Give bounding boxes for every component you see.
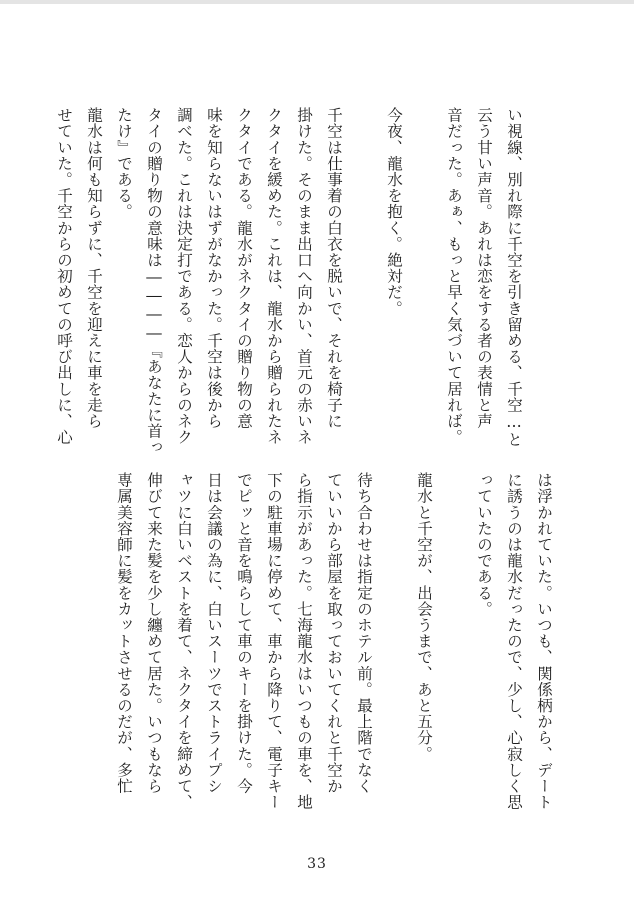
lower-column-3: っていたのである。	[475, 472, 493, 617]
lower-column-10: 下の駐車場に停めて、車から降りて、電子キー	[265, 472, 283, 811]
top-edge-rule	[0, 0, 634, 4]
upper-column-2: 云う甘い声音。あれは恋をする者の表情と声	[475, 107, 493, 429]
upper-column-8: 掛けた。そのまま出口へ向かい、首元の赤いネ	[295, 107, 313, 446]
upper-column-1: い視線、別れ際に千空を引き留める、千空…と	[505, 107, 523, 448]
upper-column-12: 調べた。これは決定打である。恋人からのネク	[175, 107, 193, 446]
upper-column-10: クタイである。龍水がネクタイの贈り物の意	[235, 107, 253, 429]
upper-column-7: 千空は仕事着の白衣を脱いで、それを椅子に	[325, 107, 343, 429]
upper-column-9: クタイを緩めた。これは、龍水から贈られたネ	[265, 107, 283, 446]
upper-column-14: たけ』である。	[115, 107, 133, 220]
lower-column-1: は浮かれていた。いつも、関係柄から、デート	[535, 472, 553, 811]
upper-column-13: タイの贈り物の意味は――――『あなたに首っ	[145, 107, 163, 456]
lower-column-15: 専属美容師に髪をカットさせるのだが、多忙	[115, 472, 133, 794]
lower-column-14: 伸びて来た髪を少し纏めて居た。いつもなら	[145, 472, 163, 794]
lower-column-7: 待ち合わせは指定のホテル前。最上階でなく	[355, 472, 373, 794]
upper-column-11: 味を知らないはずがなかった。千空は後から	[205, 107, 223, 429]
upper-column-17: せていた。千空からの初めての呼び出しに、心	[55, 107, 73, 446]
upper-column-3: 音だった。あぁ、もっと早く気づいて居れば。	[445, 107, 463, 446]
lower-column-13: ャツに白いベストを着て、ネクタイを締めて、	[175, 472, 193, 811]
lower-column-12: 日は会議の為に、白いスーツでストライプシ	[205, 472, 223, 794]
page-number: 33	[307, 856, 327, 872]
lower-column-8: ていいから部屋を取っておいてくれと千空か	[325, 472, 343, 794]
lower-column-5: 龍水と千空が、出会うまで、あと五分。	[415, 472, 433, 762]
upper-column-5: 今夜、龍水を抱く。絶対だ。	[385, 107, 403, 317]
lower-column-11: でピッと音を鳴らして車のキーを掛けた。今	[235, 472, 253, 794]
lower-column-9: ら指示があった。七海龍水はいつもの車を、地	[295, 472, 313, 811]
lower-column-2: に誘うのは龍水だったので、少し、心寂しく思	[505, 472, 523, 811]
upper-column-16: 龍水は何も知らずに、千空を迎えに車を走ら	[85, 107, 103, 429]
